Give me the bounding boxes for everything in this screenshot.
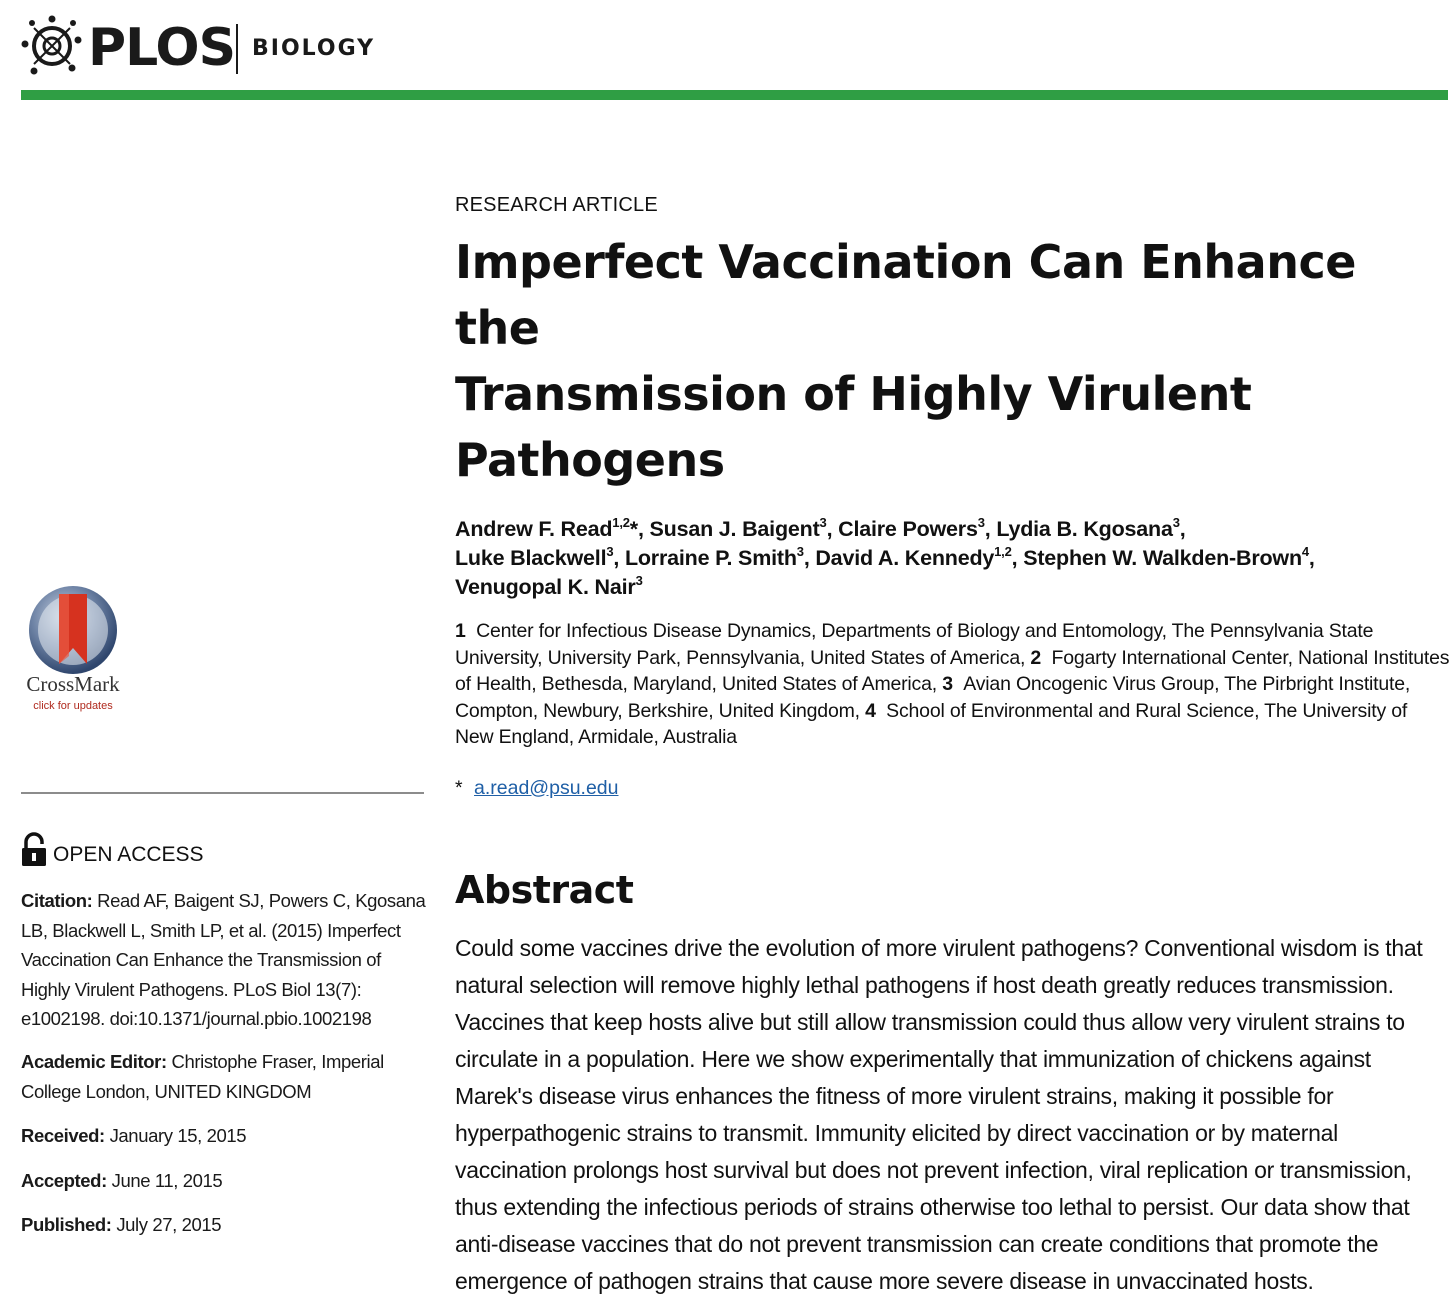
- affiliation-list: [455, 618, 1450, 751]
- accepted-label: Accepted:: [21, 1170, 107, 1191]
- article-type: RESEARCH ARTICLE: [455, 194, 658, 216]
- citation-block: [21, 886, 426, 1034]
- affiliation-number: 2: [1030, 646, 1042, 669]
- author-name: Luke Blackwell: [455, 546, 607, 570]
- citation-label: Citation:: [21, 890, 93, 911]
- author-name: Stephen W. Walkden-Brown: [1023, 546, 1302, 570]
- author-affiliation: 3: [1172, 515, 1180, 530]
- published-date: July 27, 2015: [116, 1214, 222, 1235]
- publisher-name: PLOS: [88, 18, 236, 78]
- accepted-block: [21, 1166, 426, 1196]
- abstract-text: Could some vaccines drive the evolution of more virulent pathogens? Conventional wisdom is that natural selection will remove highly lethal pathogens if host death greatly reduces transmission. Vaccines that keep hosts alive but still allow transmission could thus allow very virulent strains to circulate in a population. Here we show experimentally that immunization of chickens against Marek's disease virus enhances the fitness of more virulent strains, making it possible for hyperpathogenic strains to transmit. Immunity elicited by direct vaccination or by maternal vaccination prolongs host survival but does not prevent infection, viral replication or transmission, thus extending the infectious periods of strains otherwise too lethal to persist. Our data show that anti-disease vaccines that do not prevent transmission can create conditions that promote the emergence of pathogen strains that cause more severe disease in unvaccinated hosts.: [455, 934, 1423, 1294]
- affiliation-text: Fogarty International Center, National Institutes of Health, Bethesda, Maryland, United States of America,: [455, 646, 1450, 695]
- author-list: Andrew F. Read$^{1,2}$*, Susan J. Baigent$^3$, Claire Powers$^3$, Lydia B. Kgosana$^3$, Luke Blackwell$^3$, Lorraine P. Smith$^3$, David A. Kennedy$^{1,2}$, Stephen W. Walkden-Brown$^4$, Venugopal K. Nair$^3$: [455, 515, 1315, 599]
- author-name: Andrew F. Read: [455, 517, 613, 541]
- author-email-link[interactable]: a.read@psu.edu: [474, 776, 619, 799]
- crossmark-icon: [21, 580, 131, 720]
- author-affiliation: 3: [606, 544, 614, 559]
- open-lock-icon: [21, 834, 47, 866]
- sidebar-divider: [21, 792, 424, 794]
- academic-editor-block: [21, 1047, 426, 1106]
- author-affiliation: 4: [1301, 544, 1309, 559]
- author-name: Susan J. Baigent: [649, 517, 820, 541]
- author-name: Claire Powers: [838, 517, 978, 541]
- citation-text: Read AF, Baigent SJ, Powers C, Kgosana LB, Blackwell L, Smith LP, et al. (2015) Imperfect Vaccination Can Enhance the Transmission of Highly Virulent Pathogens. PLoS Biol 13(7): e1002198. doi:10.1371/journal.pbio.1002198: [21, 890, 426, 1029]
- journal-name: BIOLOGY: [252, 36, 376, 61]
- received-date: January 15, 2015: [109, 1125, 247, 1146]
- journal-header: [0, 0, 1456, 102]
- affiliation-number: 1: [455, 620, 466, 642]
- author-affiliation: 1,2: [994, 544, 1012, 559]
- affiliation-number: 3: [942, 673, 953, 695]
- affiliation-number: 4: [865, 699, 876, 722]
- corresponding-mark: *: [455, 776, 463, 799]
- abstract-heading: Abstract: [455, 867, 634, 912]
- author-affiliation: 3: [796, 544, 804, 559]
- author-name: Lydia B. Kgosana: [996, 517, 1173, 541]
- open-access-label: OPEN ACCESS: [53, 843, 204, 866]
- title-line-2: Transmission of Highly Virulent Pathogens: [455, 367, 1252, 487]
- article-title: [455, 229, 1450, 493]
- open-access-badge: [21, 834, 204, 866]
- plos-logo-icon: [20, 14, 84, 78]
- author-affiliation: 3: [977, 515, 985, 530]
- published-block: [21, 1210, 426, 1240]
- author-affiliation: 3: [635, 573, 643, 588]
- corresponding-author: [455, 777, 1450, 800]
- crossmark-label: CrossMark: [26, 672, 120, 696]
- author-name: Venugopal K. Nair: [455, 575, 636, 599]
- affiliation-text: Center for Infectious Disease Dynamics, Departments of Biology and Entomology, The Pennsylvania State University, University Park, Pennsylvania, United States of America,: [455, 620, 1374, 669]
- affiliation-text: School of Environmental and Rural Science, The University of New England, Armidale, Australia: [455, 699, 1408, 748]
- editor-text: Christophe Fraser, Imperial College London, UNITED KINGDOM: [21, 1051, 384, 1102]
- crossmark-sub-label[interactable]: click for updates: [33, 700, 113, 712]
- affiliation-text: Avian Oncogenic Virus Group, The Pirbright Institute, Compton, Newbury, Berkshire, United Kingdom,: [455, 673, 1411, 722]
- accepted-date: June 11, 2015: [111, 1170, 223, 1191]
- header-accent-bar: [21, 90, 1448, 100]
- editor-label: Academic Editor:: [21, 1051, 167, 1072]
- received-label: Received:: [21, 1125, 105, 1146]
- title-line-1: Imperfect Vaccination Can Enhance the: [455, 235, 1356, 355]
- author-name: David A. Kennedy: [815, 546, 995, 570]
- logo-divider: [236, 24, 238, 74]
- corresponding-mark: *: [629, 517, 638, 541]
- author-name: Lorraine P. Smith: [624, 546, 797, 570]
- article-main: [455, 194, 1450, 1300]
- received-block: [21, 1121, 426, 1151]
- author-affiliation: 3: [819, 515, 827, 530]
- published-label: Published:: [21, 1214, 112, 1235]
- author-affiliation: 1,2: [612, 515, 630, 530]
